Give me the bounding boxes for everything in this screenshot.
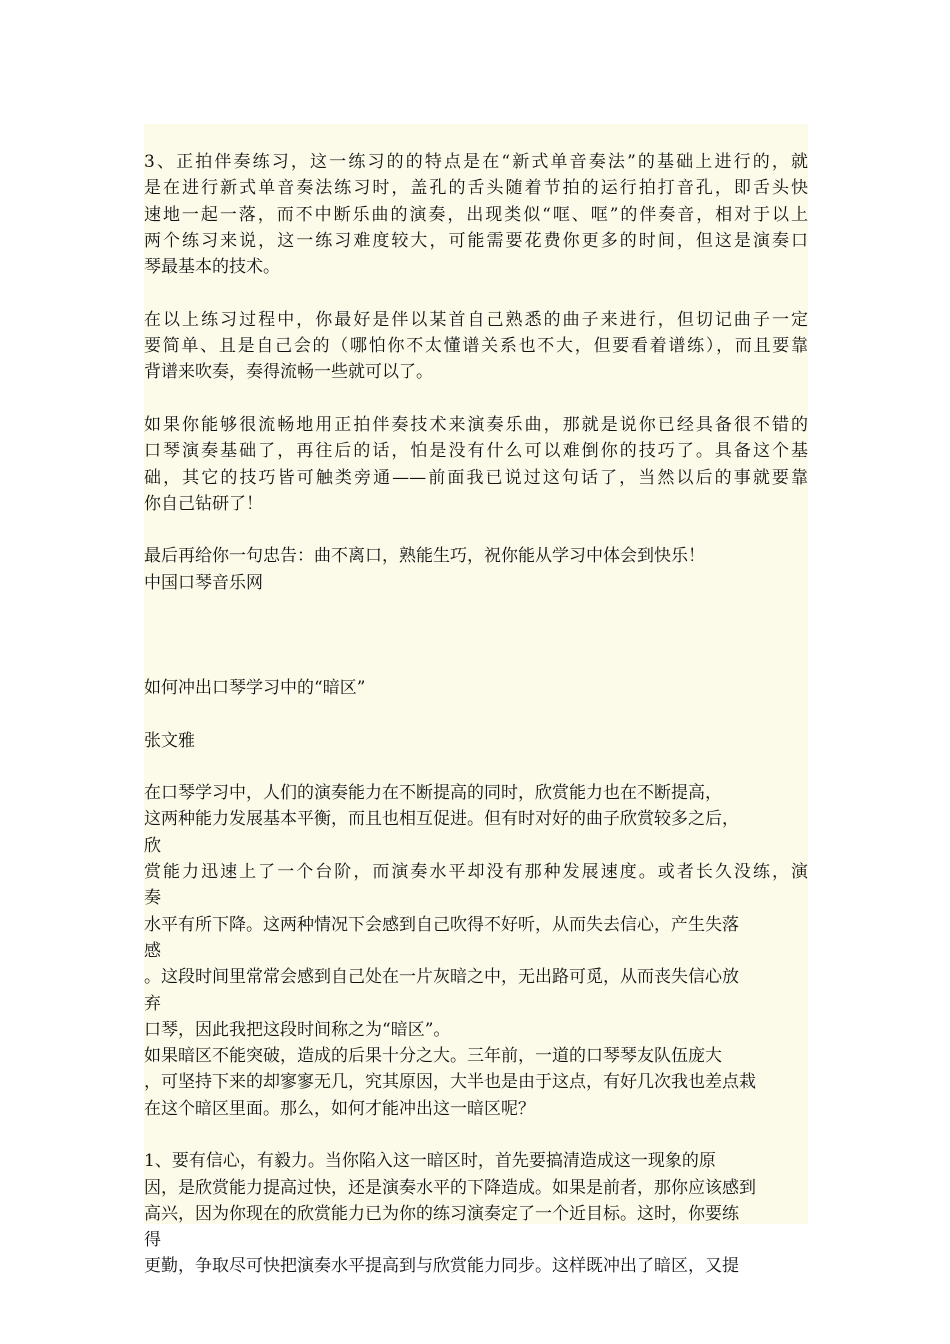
- text-line: 在以上练习过程中，你最好是伴以某首自己熟悉的曲子来进行，但切记曲子一定: [144, 309, 808, 330]
- text-line: 两个练习来说，这一练习难度较大，可能需要花费你更多的时间，但这是演奏口: [144, 230, 808, 251]
- document-text-block: [144, 124, 808, 1277]
- paragraph-gap: [144, 517, 808, 543]
- paragraph-gap: [144, 596, 808, 622]
- article-author: 张文雅: [144, 730, 195, 751]
- text-line: 口琴，因此我把这段时间称之为“暗区”。: [144, 1019, 451, 1040]
- text-line: 背谱来吹奏，奏得流畅一些就可以了。: [144, 362, 433, 383]
- text-line: 在口琴学习中，人们的演奏能力在不断提高的同时，欣赏能力也在不断提高，: [144, 783, 722, 804]
- text-line: 1、要有信心，有毅力。当你陷入这一暗区时，首先要搞清造成这一现象的原: [144, 1151, 716, 1172]
- paragraph-gap: [144, 701, 808, 727]
- text-line: 口琴演奏基础了，再往后的话，怕是没有什么可以难倒你的技巧了。具备这个基: [144, 441, 808, 462]
- paragraph-gap: [144, 622, 808, 648]
- text-line: 。这段时间里常常会感到自己处在一片灰暗之中，无出路可觅，从而丧失信心放: [144, 967, 739, 988]
- text-line: 要简单、且是自己会的（哪怕你不太懂谱关系也不大，但要看着谱练），而且要靠: [144, 336, 808, 357]
- text-line: 3、正拍伴奏练习，这一练习的的特点是在“新式单音奏法”的基础上进行的，就: [144, 152, 808, 172]
- tips-section: [144, 149, 808, 675]
- text-line: 速地一起一落，而不中断乐曲的演奏，出现类似“哐、哐”的伴奏音，相对于以上: [144, 204, 808, 225]
- text-line: 如果暗区不能突破，造成的后果十分之大。三年前，一道的口琴琴友队伍庞大: [144, 1046, 722, 1067]
- text-line: 得: [144, 1230, 161, 1251]
- text-line: 更勤，争取尽可快把演奏水平提高到与欣赏能力同步。这样既冲出了暗区，又提: [144, 1256, 739, 1277]
- paragraph-gap: [144, 386, 808, 412]
- text-line: 础，其它的技巧皆可触类旁通——前面我已说过这句话了，当然以后的事就要靠: [144, 467, 808, 488]
- article-section: [144, 675, 808, 1280]
- text-line: 奏: [144, 888, 161, 909]
- text-line: 在这个暗区里面。那么，如何才能冲出这一暗区呢？: [144, 1098, 535, 1119]
- text-line: 欣: [144, 835, 161, 856]
- text-line: 高兴，因为你现在的欣赏能力已为你的练习演奏定了一个近目标。这时，你要练: [144, 1203, 739, 1224]
- text-line: 这两种能力发展基本平衡，而且也相互促进。但有时对好的曲子欣赏较多之后，: [144, 809, 739, 830]
- top-padding: [144, 124, 808, 149]
- paragraph-gap: [144, 754, 808, 780]
- text-line: 是在进行新式单音奏法练习时，盖孔的舌头随着节拍的运行拍打音孔，即舌头快: [144, 178, 808, 199]
- paragraph-gap: [144, 280, 808, 306]
- article-title: 如何冲出口琴学习中的“暗区”: [144, 677, 366, 698]
- paragraph-gap: [144, 649, 808, 675]
- source-credit: 中国口琴音乐网: [144, 572, 263, 593]
- paragraph-gap: [144, 1122, 808, 1148]
- text-line: 最后再给你一句忠告：曲不离口，熟能生巧，祝你能从学习中体会到快乐！: [144, 546, 705, 567]
- text-line: 琴最基本的技术。: [144, 257, 280, 278]
- text-line: 弃: [144, 993, 161, 1014]
- text-line: 水平有所下降。这两种情况下会感到自己吹得不好听，从而失去信心，产生失落: [144, 914, 739, 935]
- text-line: 你自己钻研了！: [144, 493, 263, 514]
- text-line: 感: [144, 940, 161, 961]
- text-line: 因，是欣赏能力提高过快，还是演奏水平的下降造成。如果是前者，那你应该感到: [144, 1177, 756, 1198]
- text-line: 如果你能够很流畅地用正拍伴奏技术来演奏乐曲，那就是说你已经具备很不错的: [144, 414, 808, 435]
- text-line: 赏能力迅速上了一个台阶，而演奏水平却没有那种发展速度。或者长久没练，演: [144, 862, 808, 883]
- text-line: ，可坚持下来的却寥寥无几，究其原因，大半也是由于这点，有好几次我也差点栽: [144, 1072, 756, 1093]
